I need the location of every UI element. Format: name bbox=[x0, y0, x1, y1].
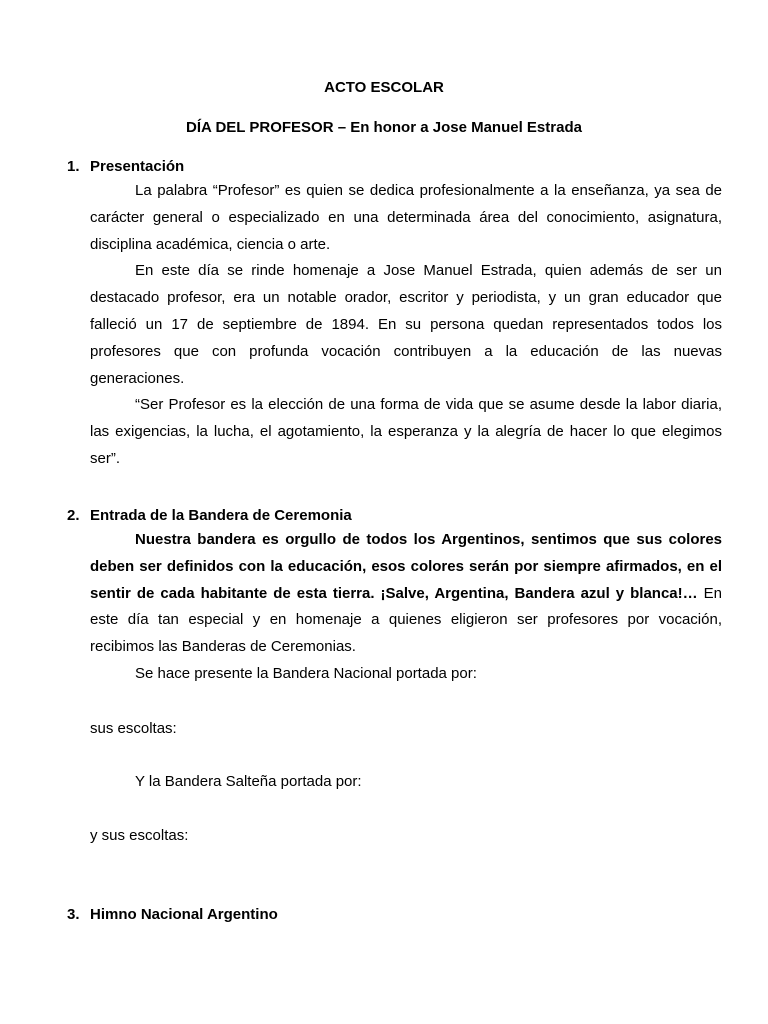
provincial-flag-line: Y la Bandera Salteña portada por: bbox=[135, 773, 362, 790]
section-title: Himno Nacional Argentino bbox=[90, 906, 278, 923]
section-heading-himno bbox=[67, 906, 278, 924]
paragraph bbox=[90, 527, 722, 661]
bold-statement: Nuestra bandera es orgullo de todos los Argentinos, sentimos que sus colores deben ser definidos con la educación, esos colores serán por siempre afirmados, en el sentir de cada habitante de esta tierra. ¡Salve, Argentina, Bandera azul y blanca!… bbox=[90, 531, 722, 602]
section-body-bandera bbox=[90, 527, 722, 688]
paragraph-continuation: En este día tan especial y en homenaje a quienes eligieron ser profesores por vocación, recibimos las Banderas de Ceremonias. bbox=[90, 584, 723, 656]
section-heading-bandera bbox=[67, 507, 352, 525]
document-title: ACTO ESCOLAR bbox=[324, 79, 444, 96]
section-number: 1. bbox=[67, 158, 80, 175]
paragraph: La palabra “Profesor” es quien se dedica profesionalmente a la enseñanza, ya sea de carácter general o especializado en una determinada área del conocimiento, asignatura, disciplina académica, ciencia o arte. bbox=[90, 182, 722, 253]
escorts-label-1: sus escoltas: bbox=[90, 720, 177, 737]
section-number: 3. bbox=[67, 906, 80, 923]
section-heading-presentacion bbox=[67, 158, 184, 176]
paragraph: Se hace presente la Bandera Nacional portada por: bbox=[135, 664, 477, 682]
paragraph: En este día se rinde homenaje a Jose Manuel Estrada, quien además de ser un destacado profesor, era un notable orador, escritor y periodista, y un gran educador que falleció un 17 de septiembre de 1894. En su persona quedan representados todos los profesores que con profunda vocación contribuyen a la educación de las nuevas generaciones. bbox=[90, 262, 722, 387]
paragraph: “Ser Profesor es la elección de una forma de vida que se asume desde la labor diaria, las exigencias, la lucha, el agotamiento, la esperanza y la alegría de hacer lo que elegimos ser”. bbox=[90, 396, 722, 467]
section-title: Presentación bbox=[90, 158, 185, 175]
section-title: Entrada de la Bandera de Ceremonia bbox=[90, 507, 352, 524]
document-subtitle: DÍA DEL PROFESOR – En honor a Jose Manuel Estrada bbox=[186, 119, 582, 136]
section-body-presentacion bbox=[90, 178, 722, 473]
escorts-label-2: y sus escoltas: bbox=[90, 827, 189, 844]
section-number: 2. bbox=[67, 507, 80, 524]
